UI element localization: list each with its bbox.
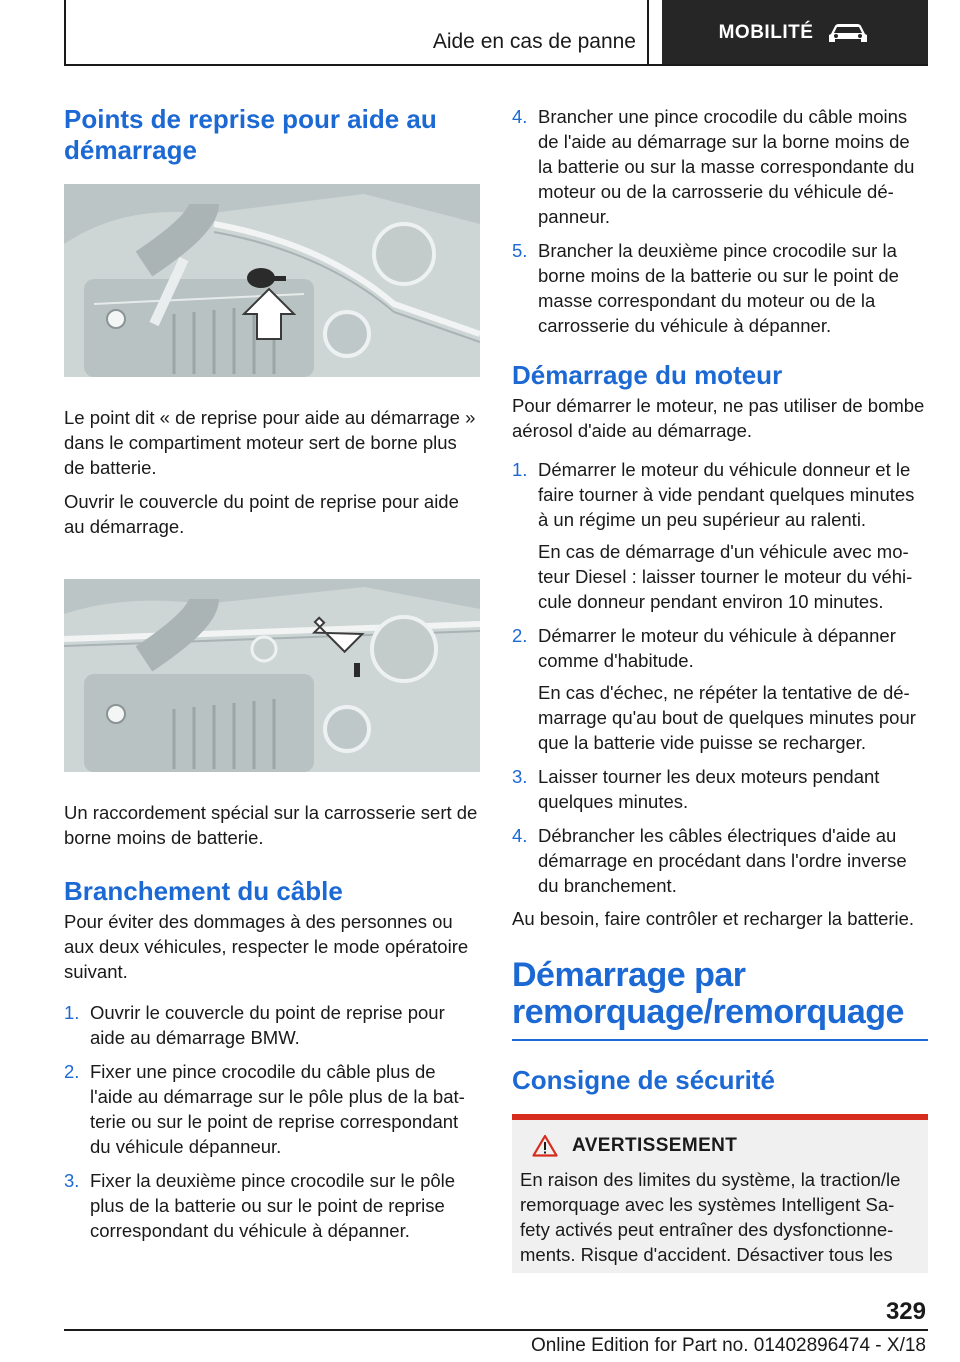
footer-edition: Online Edition for Part no. 01402896474 - X/18 <box>530 1335 926 1356</box>
step-text: Fixer une pince crocodile du câble plus de l'aide au démarrage sur le pôle plus de la batterie ou sur le point de reprise correspondant du véhicule dépanneur. <box>90 1061 465 1157</box>
right-column <box>512 104 928 1273</box>
section-title-cable: Branchement du câble <box>64 876 343 906</box>
page-number: 329 <box>885 1298 926 1325</box>
step-text: Brancher la deuxième pince crocodile sur la borne moins de la batterie ou sur le point de masse correspondant du moteur ou de la carrosserie du véhicule à dépanner. <box>538 240 899 336</box>
list-item <box>64 1059 480 1159</box>
section-title-jump-points: Points de reprise pour aide au démarrage <box>64 104 437 165</box>
header-left-rule <box>64 0 66 66</box>
step-note: En cas de démarrage d'un véhicule avec moteur Diesel : laisser tourner le moteur du véhicule donneur pendant environ 10 minutes. <box>538 541 913 612</box>
paragraph-cable-intro: Pour éviter des dommages à des personnes ou aux deux véhicules, respecter le mode opératoire suivant. <box>64 911 469 982</box>
car-icon <box>825 20 871 46</box>
list-item <box>512 238 928 338</box>
step-number: 2. <box>512 625 528 646</box>
step-number: 4. <box>512 825 528 846</box>
step-text: Laisser tourner les deux moteurs pendant quelques minutes. <box>538 766 880 812</box>
engine-bay-figure-plus <box>64 184 480 377</box>
paragraph-open-cover: Ouvrir le couvercle du point de reprise pour aide au démarrage. <box>64 491 459 537</box>
warning-triangle-icon <box>532 1134 558 1157</box>
step-number: 4. <box>512 106 528 127</box>
footer-rule-right <box>860 1329 928 1331</box>
step-text: Fixer la deuxième pince crocodile sur le pôle plus de la batterie ou sur le point de reprise correspondant du véhicule à dépanner. <box>90 1170 456 1241</box>
step-text: Démarrer le moteur du véhicule donneur et le faire tourner à vide pendant quelques minutes à un régime un peu supérieur au ralenti. <box>538 459 915 530</box>
step-number: 2. <box>64 1061 80 1082</box>
header-separator <box>647 0 649 66</box>
step-number: 3. <box>64 1170 80 1191</box>
step-text: Débrancher les câbles électriques d'aide au démarrage en procédant dans l'ordre inverse du branchement. <box>538 825 907 896</box>
header-chapter-label: MOBILITÉ <box>718 22 814 43</box>
engine-bay-figure-minus <box>64 579 480 772</box>
step-number: 1. <box>512 459 528 480</box>
list-item <box>64 1000 480 1050</box>
warning-label: AVERTISSEMENT <box>572 1134 738 1156</box>
list-item <box>512 623 928 755</box>
header-section-title: Aide en cas de panne <box>432 30 636 53</box>
warning-box <box>512 1114 928 1273</box>
footer-rule <box>64 1329 860 1331</box>
paragraph-battery-check: Au besoin, faire contrôler et recharger la batterie. <box>512 908 915 929</box>
step-number: 3. <box>512 766 528 787</box>
warning-text: En raison des limites du système, la traction/le remorquage avec les systèmes Intelligent Safety activés peut entraîner des dysfonctionnements. Risque d'accident. Désactiver tous les <box>520 1169 901 1265</box>
step-text: Ouvrir le couvercle du point de reprise pour aide au démarrage BMW. <box>90 1002 445 1048</box>
section-title-engine-start: Démarrage du moteur <box>512 360 783 390</box>
list-item <box>512 457 928 614</box>
step-note: En cas d'échec, ne répéter la tentative de démarrage qu'au bout de quelques minutes pour que la batterie vide puisse se recharger. <box>538 682 916 753</box>
list-item <box>512 823 928 898</box>
step-text: Démarrer le moteur du véhicule à dépanner comme d'habitude. <box>538 625 896 671</box>
warning-header <box>512 1120 928 1161</box>
list-item <box>512 104 928 229</box>
cable-steps-list <box>64 1000 480 1243</box>
section-title-safety: Consigne de sécurité <box>512 1065 775 1095</box>
paragraph-plus-terminal: Le point dit « de reprise pour aide au démarrage » dans le compartiment moteur sert de borne plus de batterie. <box>64 407 476 478</box>
list-item <box>64 1168 480 1243</box>
step-number: 1. <box>64 1002 80 1023</box>
step-text: Brancher une pince crocodile du câble moins de l'aide au démarrage sur la borne moins de la batterie ou sur la masse correspondante du moteur ou de la carrosserie du véhicule dépanneur. <box>538 106 915 227</box>
cable-steps-list-continued <box>512 104 928 338</box>
engine-illustration-ground <box>64 579 480 772</box>
chapter-rule <box>512 1039 928 1041</box>
paragraph-minus-terminal: Un raccordement spécial sur la carrosserie sert de borne moins de batterie. <box>64 802 478 848</box>
step-number: 5. <box>512 240 528 261</box>
chapter-title-towing: Démarrage par remorquage/remorquage <box>512 956 904 1031</box>
header-rule <box>64 64 928 66</box>
header-chapter-tab[interactable] <box>662 0 928 66</box>
engine-illustration <box>64 184 480 377</box>
left-column <box>64 100 480 1243</box>
list-item <box>512 764 928 814</box>
engine-steps-list <box>512 457 928 898</box>
paragraph-engine-intro: Pour démarrer le moteur, ne pas utiliser de bombe aérosol d'aide au démarrage. <box>512 395 925 441</box>
